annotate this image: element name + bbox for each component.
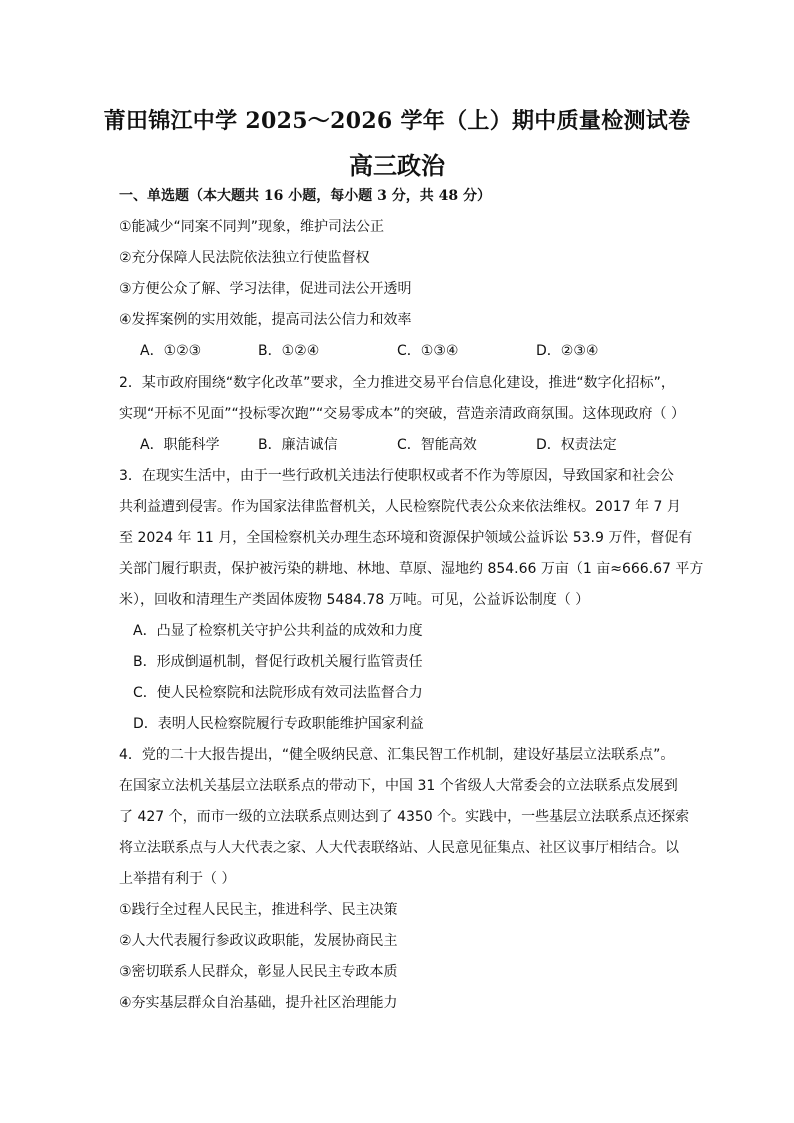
- q3-option-b: B．形成倒逼机制，督促行政机关履行监管责任: [133, 654, 423, 670]
- q1-option-c: C．①③④: [397, 343, 459, 359]
- q3-line-3: 至 2024 年 11 月，全国检察机关办理生态环境和资源保护领域公益诉讼 53.9 万件，督促有: [119, 530, 693, 546]
- q2-line-2: 实现“开标不见面”“投标零次跑”“交易零成本”的突破，营造亲清政商氛围。这体现政府（ ）: [119, 406, 685, 422]
- q3-option-a: A．凸显了检察机关守护公共利益的成效和力度: [133, 623, 423, 639]
- q2-line-1: 2．某市政府围绕“数字化改革”要求，全力推进交易平台信息化建设，推进“数字化招标”，: [119, 375, 675, 391]
- q4-line-4: 将立法联系点与人大代表之家、人大代表联络站、人民意见征集点、社区议事厅相结合。以: [119, 840, 679, 856]
- q4-item-3: ③密切联系人民群众，彰显人民民主专政本质: [119, 964, 398, 980]
- q2-option-c: C．智能高效: [397, 437, 477, 453]
- q2-option-d: D．权责法定: [536, 437, 617, 453]
- q3-line-4: 关部门履行职责，保护被污染的耕地、林地、草原、湿地约 854.66 万亩（1 亩≈666.67 平方: [119, 561, 704, 577]
- q4-item-1: ①践行全过程人民民主，推进科学、民主决策: [119, 902, 398, 918]
- q1-option-d: D．②③④: [536, 343, 599, 359]
- q1-item-1: ①能减少“同案不同判”现象，维护司法公正: [119, 219, 385, 235]
- q2-option-a: A．职能科学: [140, 437, 220, 453]
- q1-option-b: B．①②④: [258, 343, 320, 359]
- q3-line-5: 米），回收和清理生产类固体废物 5484.78 万吨。可见，公益诉讼制度（ ）: [119, 592, 590, 608]
- q3-line-1: 3．在现实生活中，由于一些行政机关违法行使职权或者不作为等原因，导致国家和社会公: [119, 468, 674, 484]
- q4-line-3: 了 427 个，而市一级的立法联系点则达到了 4350 个。实践中，一些基层立法联系点还探索: [119, 809, 690, 825]
- q1-item-3: ③方便公众了解、学习法律，促进司法公开透明: [119, 281, 412, 297]
- q4-line-1: 4．党的二十大报告提出，“健全吸纳民意、汇集民智工作机制，建设好基层立法联系点”。: [119, 747, 675, 763]
- exam-title: 莆田锦江中学 2025～2026 学年（上）期中质量检测试卷: [103, 108, 691, 134]
- q3-option-d: D．表明人民检察院履行专政职能维护国家利益: [133, 716, 424, 732]
- q2-option-b: B．廉洁诚信: [258, 437, 338, 453]
- q3-option-c: C．使人民检察院和法院形成有效司法监督合力: [133, 685, 423, 701]
- q4-line-5: 上举措有利于（ ）: [119, 871, 236, 887]
- q1-item-2: ②充分保障人民法院依法独立行使监督权: [119, 250, 370, 266]
- q4-item-2: ②人大代表履行参政议政职能，发展协商民主: [119, 933, 398, 949]
- q3-line-2: 共利益遭到侵害。作为国家法律监督机关，人民检察院代表公众来依法维权。2017 年 7 月: [119, 499, 681, 515]
- q4-line-2: 在国家立法机关基层立法联系点的带动下，中国 31 个省级人大常委会的立法联系点发展到: [119, 778, 678, 794]
- q1-item-4: ④发挥案例的实用效能，提高司法公信力和效率: [119, 312, 412, 328]
- section-heading: 一、单选题（本大题共 16 小题，每小题 3 分，共 48 分）: [119, 188, 491, 204]
- q1-option-a: A．①②③: [140, 343, 202, 359]
- q4-item-4: ④夯实基层群众自治基础，提升社区治理能力: [119, 995, 398, 1011]
- exam-subject: 高三政治: [349, 151, 445, 180]
